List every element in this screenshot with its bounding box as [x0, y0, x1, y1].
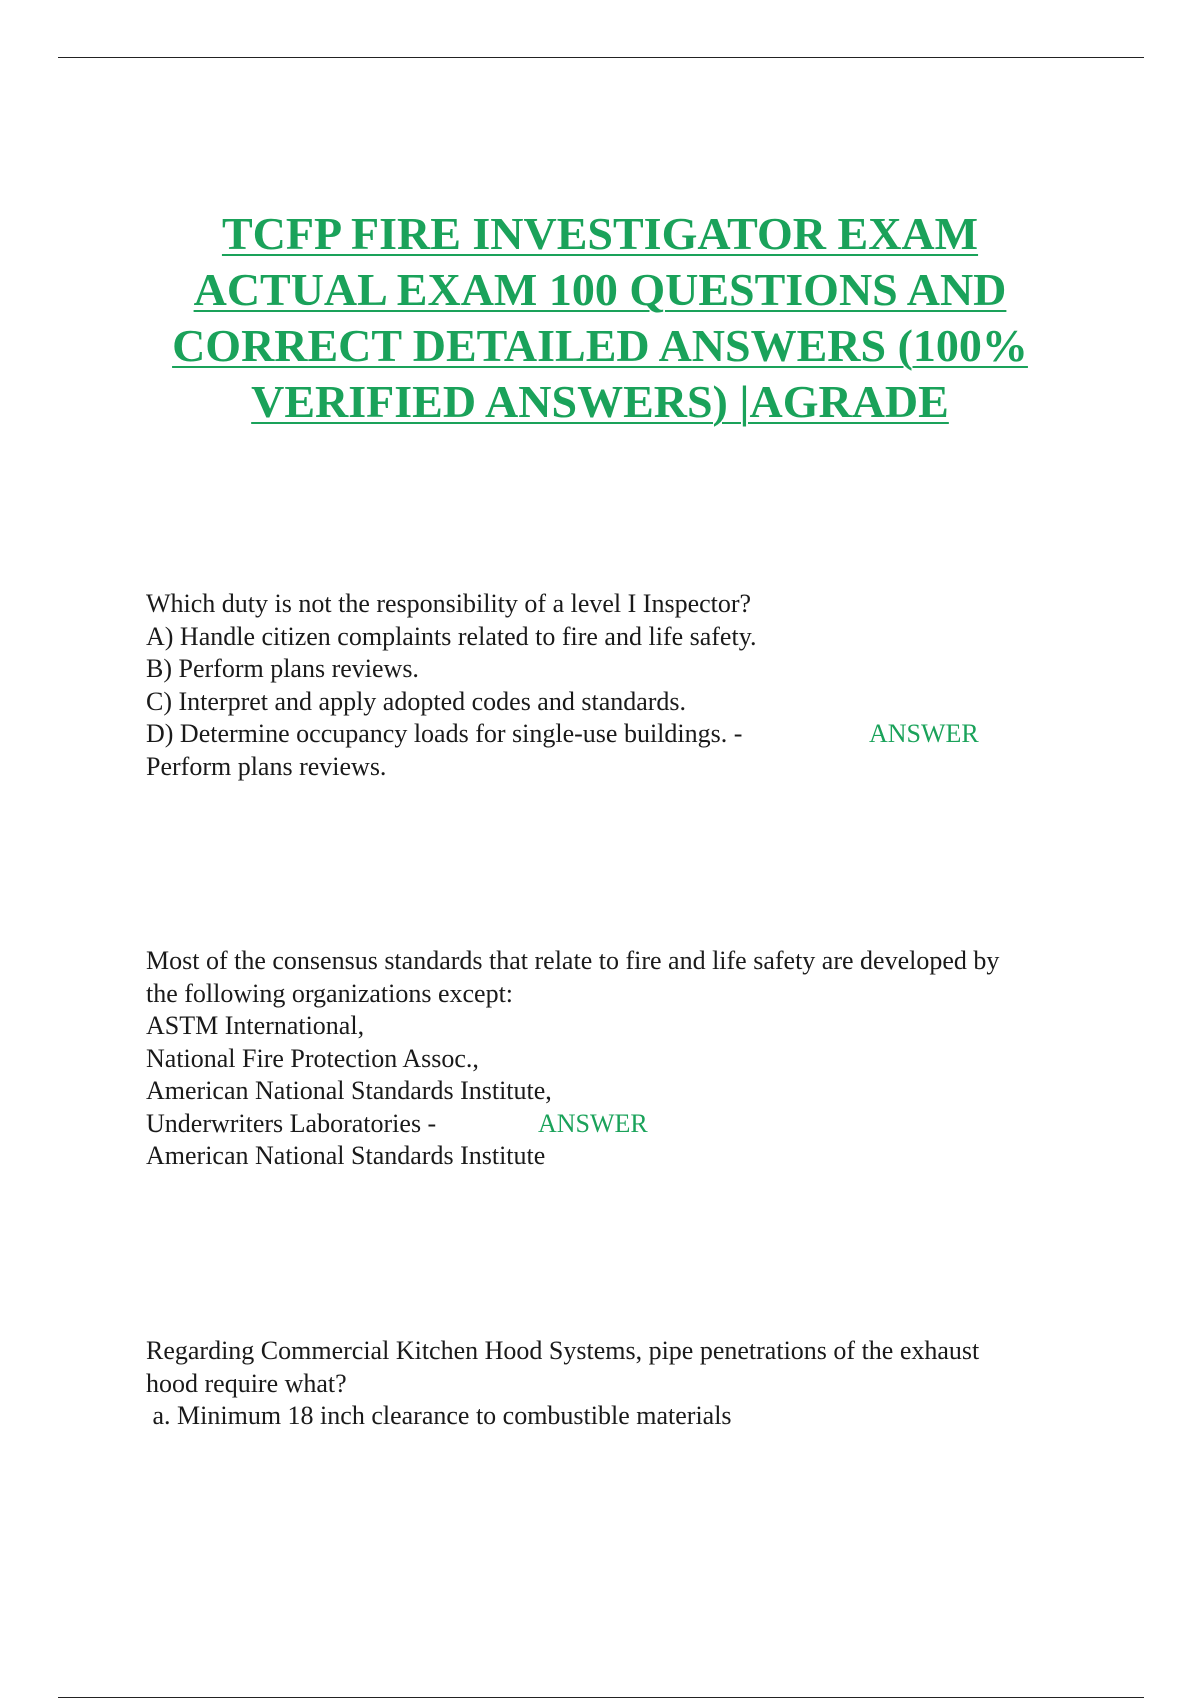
answer-label: ANSWER — [869, 719, 979, 748]
question-block-3 — [146, 1335, 1086, 1433]
question-1-option-d-row — [146, 718, 1086, 751]
question-1-option-d: D) Determine occupancy loads for single-use buildings. - — [146, 719, 743, 748]
question-3-text-line-2: hood require what? — [146, 1368, 347, 1398]
title-line-1: TCFP FIRE INVESTIGATOR EXAM — [221, 208, 979, 259]
question-2-option-4: Underwriters Laboratories - — [146, 1108, 437, 1138]
question-2-option-1: ASTM International, — [146, 1011, 365, 1040]
top-rule — [58, 57, 1144, 58]
question-2-option-2: National Fire Protection Assoc., — [146, 1043, 479, 1073]
answer-label: ANSWER — [538, 1108, 648, 1138]
document-title — [100, 206, 1100, 430]
question-2-option-3: American National Standards Institute, — [146, 1076, 552, 1105]
question-2-answer: American National Standards Institute — [146, 1141, 546, 1170]
title-line-2: ACTUAL EXAM 100 QUESTIONS AND — [193, 264, 1007, 315]
question-2-text-line-1: Most of the consensus standards that relate to fire and life safety are developed by — [146, 946, 1000, 975]
question-3-option-a: a. Minimum 18 inch clearance to combustible materials — [146, 1401, 732, 1430]
question-1-answer: Perform plans reviews. — [146, 751, 387, 781]
question-block-2 — [146, 945, 1086, 1173]
question-1-option-c: C) Interpret and apply adopted codes and standards. — [146, 686, 687, 716]
question-1-text: Which duty is not the responsibility of a level I Inspector? — [146, 589, 752, 618]
title-line-3: CORRECT DETAILED ANSWERS (100% — [172, 320, 1028, 371]
question-block-1 — [146, 588, 1086, 783]
question-2-option-4-row — [146, 1108, 1086, 1141]
question-3-text-line-1: Regarding Commercial Kitchen Hood Systems, pipe penetrations of the exhaust — [146, 1336, 980, 1365]
bottom-rule — [58, 1697, 1144, 1698]
question-2-text-line-2: the following organizations except: — [146, 978, 514, 1008]
question-1-option-a: A) Handle citizen complaints related to fire and life safety. — [146, 621, 757, 651]
question-1-option-b: B) Perform plans reviews. — [146, 654, 419, 683]
title-line-4: VERIFIED ANSWERS) |AGRADE — [251, 376, 949, 427]
